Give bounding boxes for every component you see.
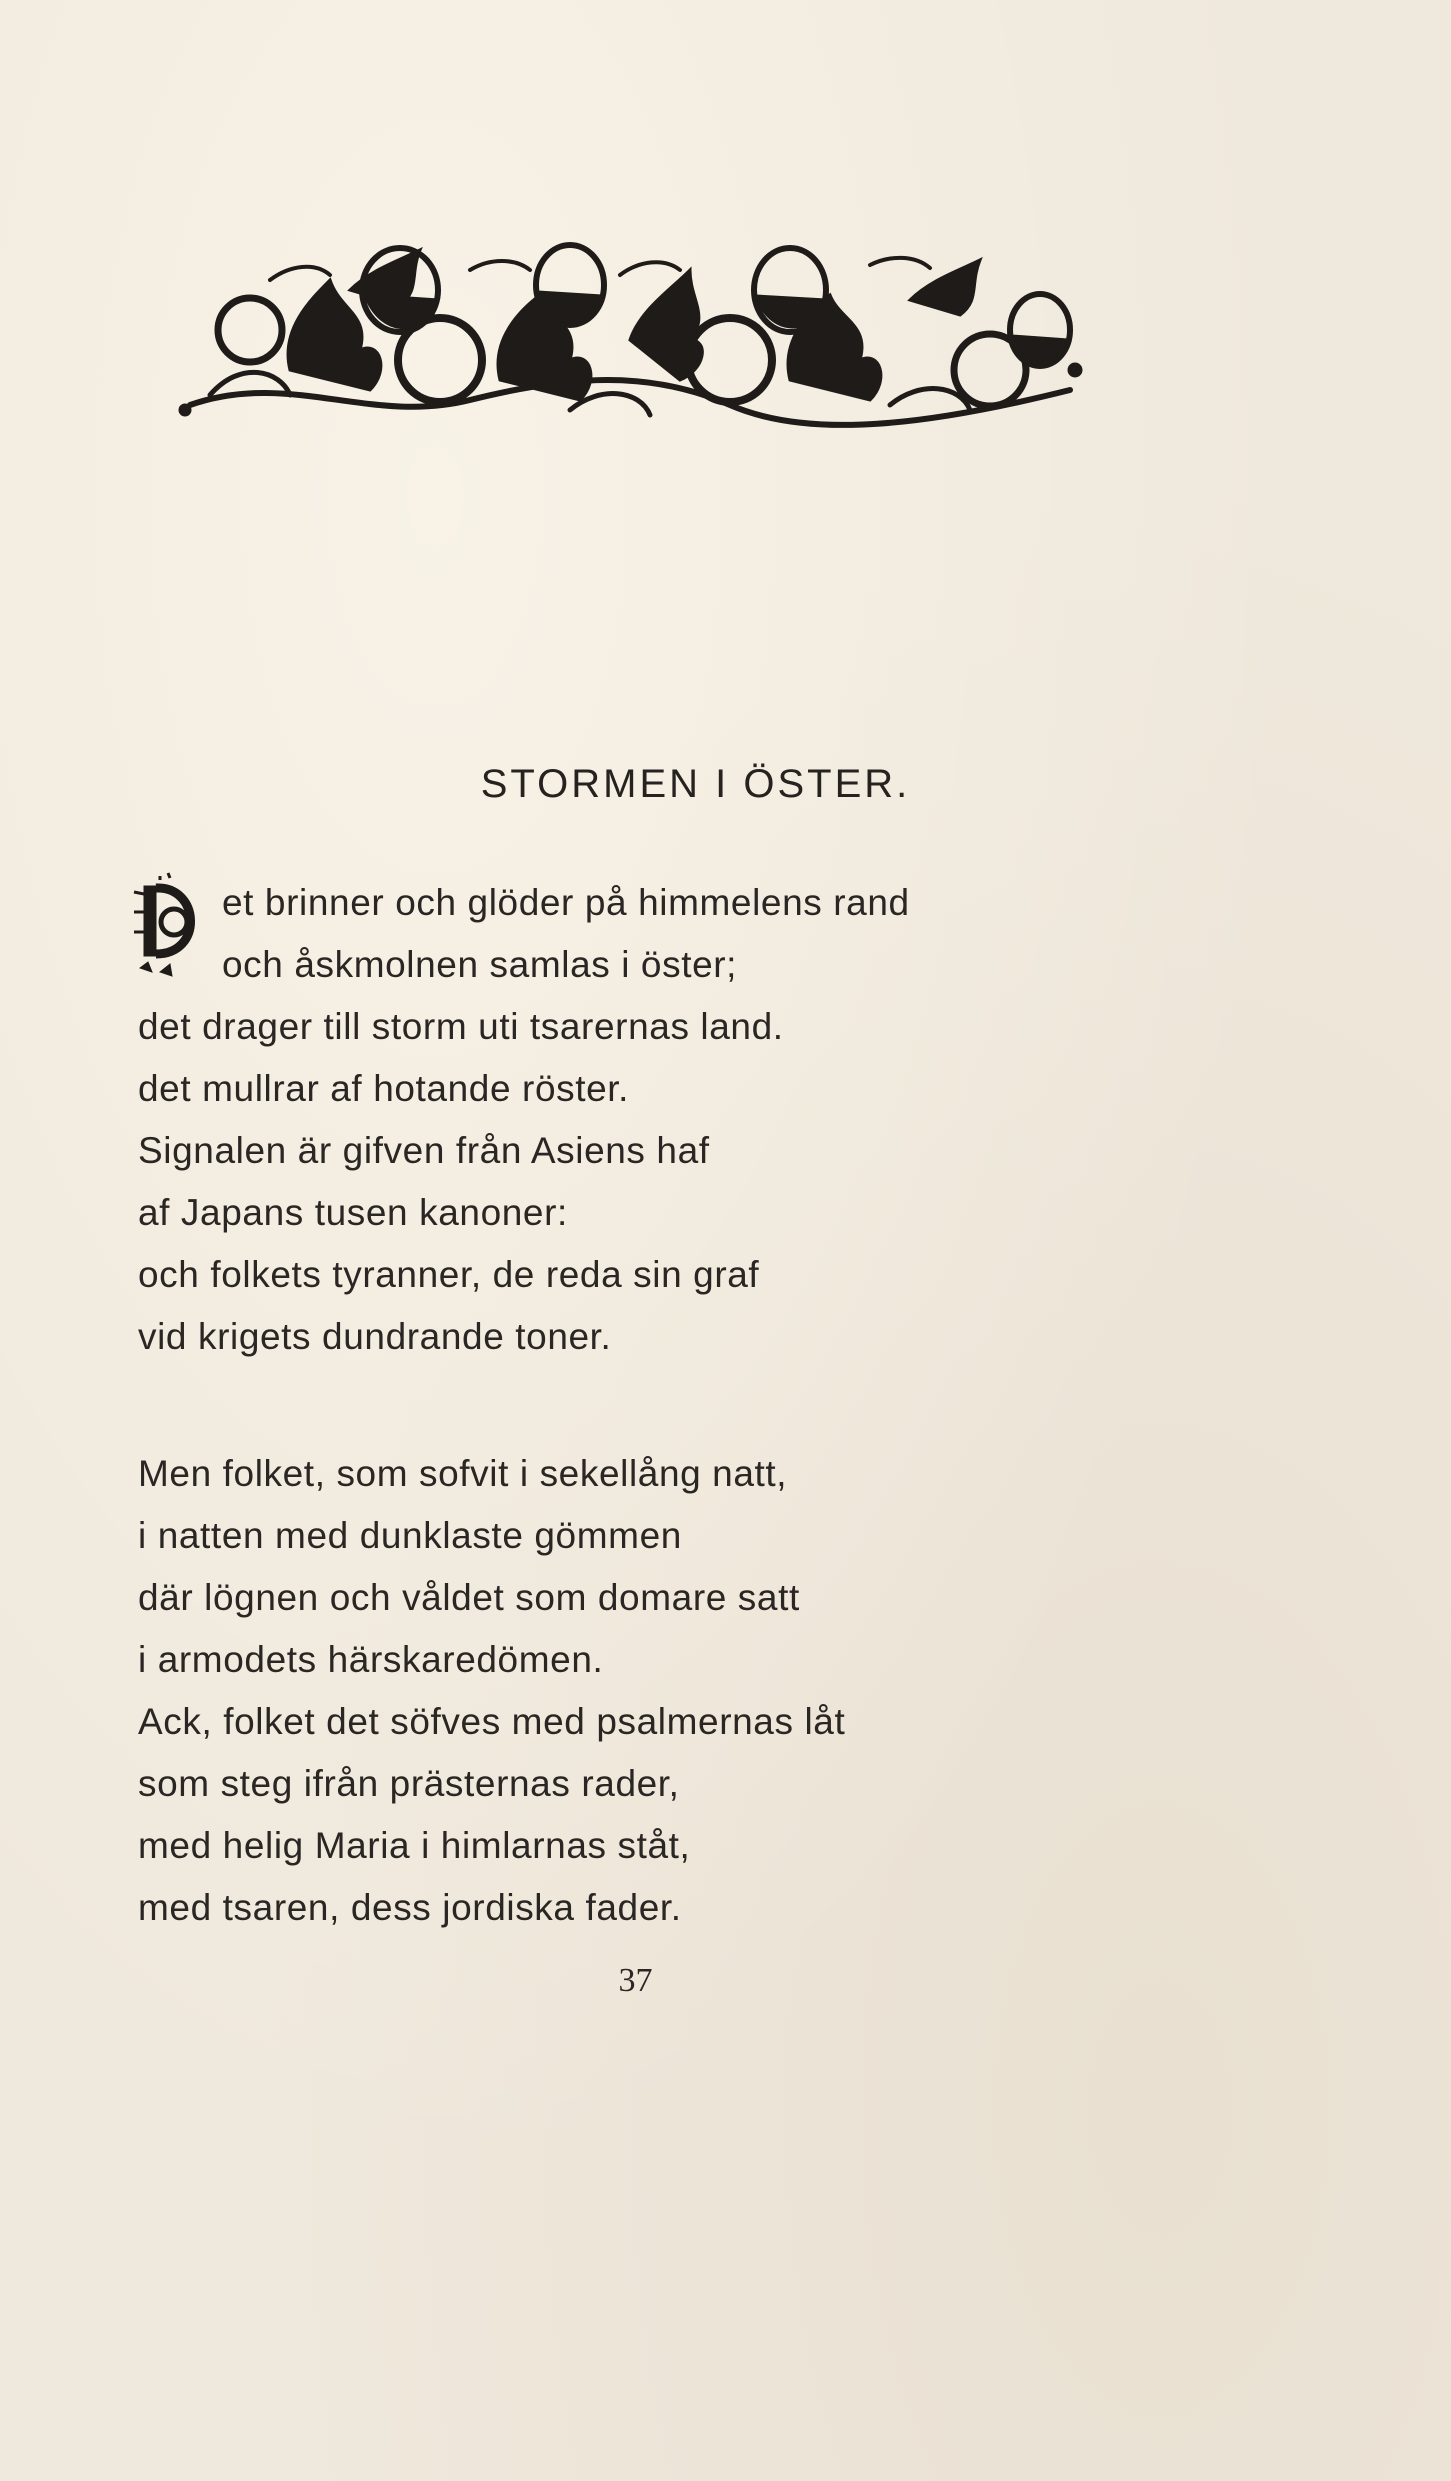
verse-line: i armodets härskaredömen. — [138, 1639, 604, 1680]
verse-line: med tsaren, dess jordiska fader. — [138, 1887, 682, 1928]
verse-line: med helig Maria i himlarnas ståt, — [138, 1825, 691, 1866]
verse-line: i natten med dunklaste gömmen — [138, 1515, 682, 1556]
drop-cap — [130, 872, 212, 984]
verse-line: et brinner och glöder på himmelens rand — [222, 882, 910, 923]
oak-leaf-ornament-icon — [170, 220, 1090, 430]
verse-line: det drager till storm uti tsarernas land. — [138, 1006, 784, 1047]
verse-line: Ack, folket det söfves med psalmernas låt — [138, 1701, 846, 1742]
verse-line: af Japans tusen kanoner: — [138, 1192, 568, 1233]
verse-line: Men folket, som sofvit i sekellång natt, — [138, 1453, 788, 1494]
verse-line: och folkets tyranner, de reda sin graf — [138, 1254, 760, 1295]
decorated-initial-d-icon — [130, 872, 212, 984]
verse-line: det mullrar af hotande röster. — [138, 1068, 630, 1109]
verse-line: Signalen är gifven från Asiens haf — [138, 1130, 710, 1171]
drop-cap-letter: D — [160, 934, 161, 935]
page-number — [0, 1962, 1451, 2000]
verse-line: som steg ifrån prästernas rader, — [138, 1763, 680, 1804]
verse-line: där lögnen och våldet som domare satt — [138, 1577, 800, 1618]
stanza-2 — [138, 1443, 1138, 1939]
page-number-text: 37 — [618, 1962, 653, 1999]
poem-title-text: STORMEN I ÖSTER. — [480, 762, 911, 806]
verse-line: och åskmolnen samlas i öster; — [222, 944, 738, 985]
verse-line: vid krigets dundrande toner. — [138, 1316, 612, 1357]
poem-title — [0, 762, 1451, 807]
stanza-1 — [138, 872, 1138, 1368]
